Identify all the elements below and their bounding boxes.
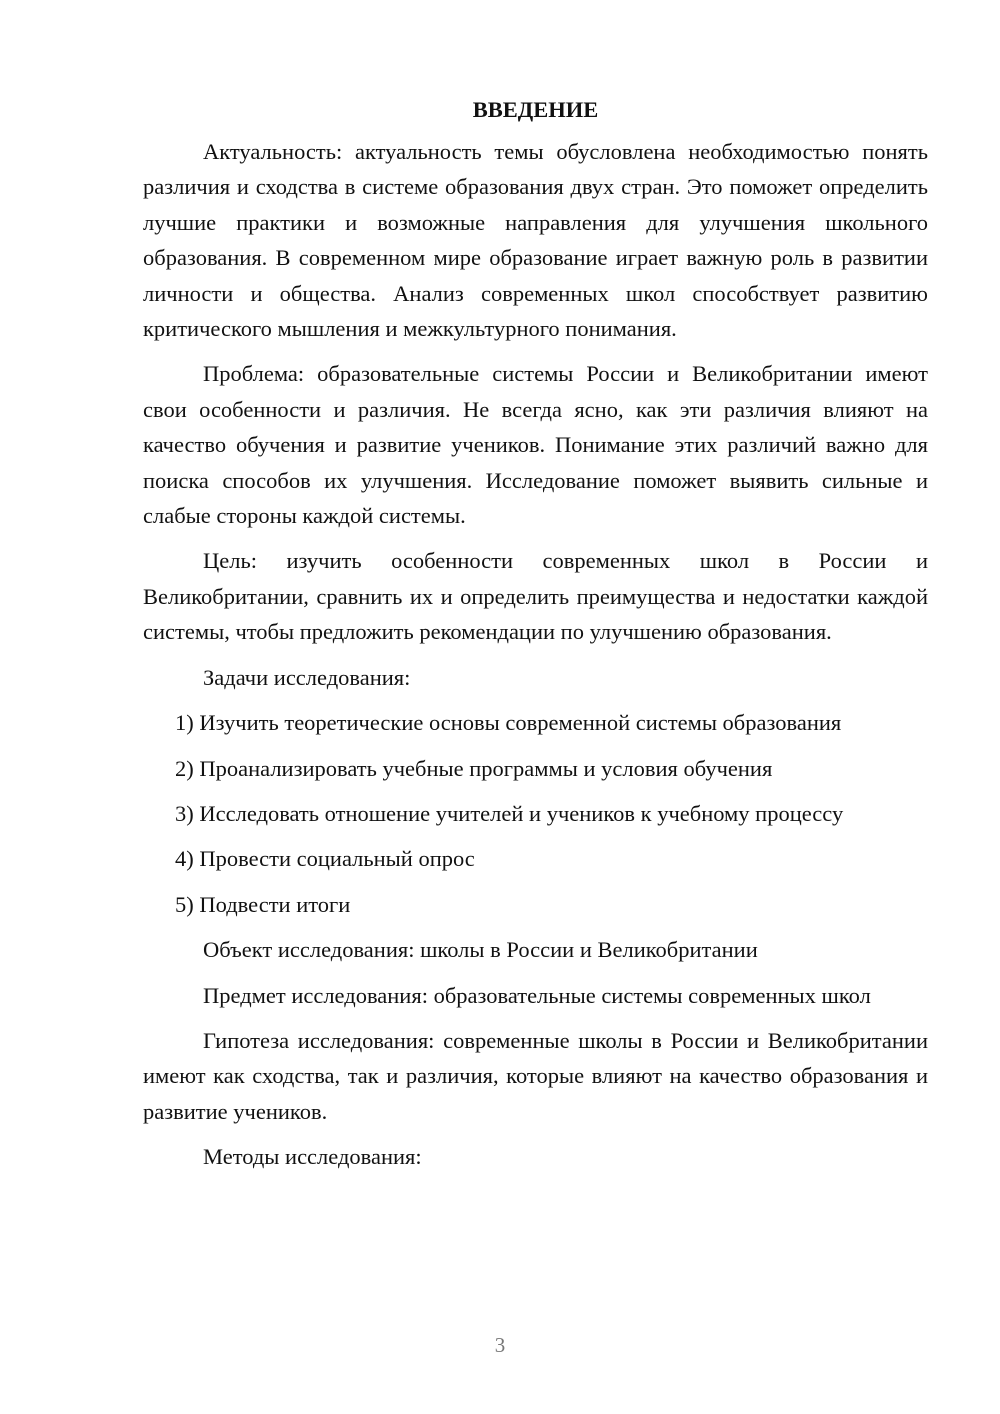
hypothesis-paragraph: Гипотеза исследования: современные школы в России и Великобритании имеют как сходства, так и различия, которые влияют на качество образования и развитие учеников. bbox=[143, 1027, 928, 1124]
section-heading: ВВЕДЕНИЕ bbox=[472, 97, 599, 122]
goal-paragraph: Цель: изучить особенности современных школ в России и Великобритании, сравнить их и определить преимущества и недостатки каждой системы, чтобы предложить рекомендации по улучшению образования. bbox=[143, 548, 928, 645]
task-item: 3) Исследовать отношение учителей и учеников к учебному процессу bbox=[175, 800, 844, 826]
subject-paragraph: Предмет исследования: образовательные системы современных школ bbox=[203, 982, 871, 1008]
methods-title: Методы исследования: bbox=[203, 1144, 422, 1170]
task-item: 4) Провести социальный опрос bbox=[175, 846, 475, 872]
relevance-paragraph: Актуальность: актуальность темы обусловлена необходимостью понять различия и сходства в системе образования двух стран. Это поможет определить лучшие практики и возможные направления для улучшения школьного образования. В современном мире образование играет важную роль в развитии личности и общества. Анализ современных школ способствует развитию критического мышления и межкультурного понимания. bbox=[143, 139, 928, 342]
page-number: 3 bbox=[494, 1333, 506, 1357]
task-item: 2) Проанализировать учебные программы и условия обучения bbox=[175, 755, 773, 781]
document-page bbox=[143, 92, 928, 1185]
task-item: 5) Подвести итоги bbox=[175, 891, 351, 917]
task-item: 1) Изучить теоретические основы современной системы образования bbox=[175, 710, 842, 736]
tasks-title: Задачи исследования: bbox=[203, 664, 411, 690]
object-paragraph: Объект исследования: школы в России и Великобритании bbox=[203, 937, 758, 963]
problem-paragraph: Проблема: образовательные системы России и Великобритании имеют свои особенности и различия. Не всегда ясно, как эти различия влияют на качество обучения и развитие учеников. Понимание этих различий важно для поиска способов их улучшения. Исследование поможет выявить сильные и слабые стороны каждой системы. bbox=[143, 361, 928, 529]
tasks-list bbox=[143, 705, 928, 922]
